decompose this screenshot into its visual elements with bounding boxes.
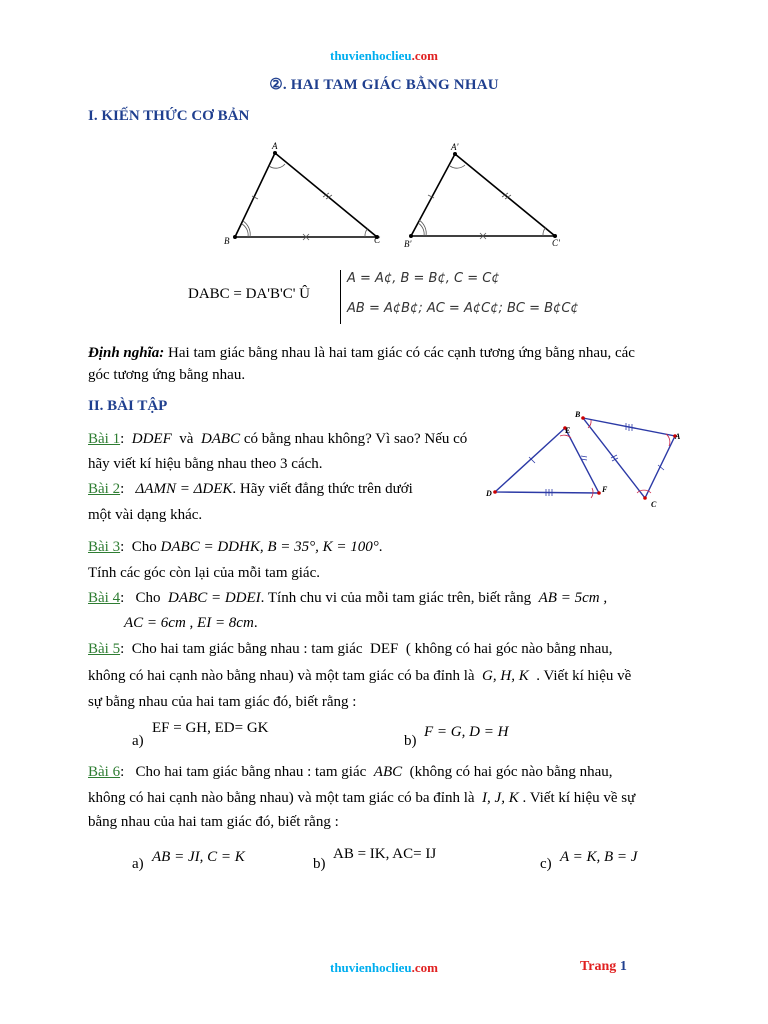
- exercise-triangles-figure: [485, 408, 685, 508]
- definition-label: Định nghĩa:: [88, 345, 165, 361]
- exercise-5-b-label: b): [404, 733, 417, 749]
- label-fig2-c: C: [651, 500, 657, 508]
- exercise-6-text-3: không có hai cạnh nào bằng nhau) và một tam giác có ba đỉnh là: [88, 790, 475, 806]
- exercise-6-c-text: A = K, B = J: [560, 849, 638, 865]
- exercise-6-line-2: [88, 786, 635, 810]
- definition-text-2: góc tương ứng bằng nhau.: [88, 367, 246, 383]
- exercise-5-b-text: F = G, D = H: [424, 724, 509, 740]
- header-site-name: thuvienhoclieu: [330, 48, 412, 63]
- page-number-label: Trang: [580, 959, 620, 974]
- exercise-5-line-2: [88, 664, 631, 688]
- exercise-1: Bài 1: DDEF và DABC có bằng nhau không? Vì sao? Nếu có: [88, 431, 468, 447]
- exercise-3-math-2: , B = 35°, K = 100°: [259, 539, 379, 555]
- section-heading-exercises: II. BÀI TẬP: [88, 398, 168, 414]
- exercise-4-line-2: [124, 611, 258, 635]
- exercise-6-label: Bài 6: [88, 764, 121, 780]
- exercise-5-text-5: sự bằng nhau của hai tam giác đó, biết rằng :: [88, 694, 357, 710]
- exercise-4-label: Bài 4: [88, 590, 121, 606]
- exercise-6-text-5: bằng nhau của hai tam giác đó, biết rằng :: [88, 814, 339, 830]
- label-fig2-b: B: [575, 410, 581, 419]
- label-a-prime: A': [451, 142, 459, 152]
- footer-site-name: thuvienhoclieu: [330, 960, 412, 975]
- label-fig2-f: F: [602, 485, 608, 494]
- triangle-a2b2c2: [411, 154, 555, 236]
- footer-site-domain: .com: [411, 960, 438, 975]
- exercise-3-label: Bài 3: [88, 539, 121, 555]
- exercise-3-math-1: DABC = DDHK: [160, 539, 260, 555]
- header-site: [0, 48, 768, 64]
- exercise-6-a-label: a): [132, 856, 144, 872]
- label-a: A: [272, 141, 278, 151]
- exercise-6-text-4: . Viết kí hiệu về sự: [522, 790, 636, 806]
- exercise-1-text-1: và: [179, 431, 194, 447]
- exercise-4-math-1: DABC = DDEI: [168, 590, 261, 606]
- angle-mark-b-prime: [418, 223, 424, 236]
- triangle-abc: [235, 153, 377, 237]
- exercise-5-text-2: ( không có hai góc nào bằng nhau,: [405, 641, 613, 657]
- exercise-5-a-text: EF = GH, ED= GK: [152, 720, 269, 736]
- exercise-1-text-3: hãy viết kí hiệu bằng nhau theo 3 cách.: [88, 456, 323, 472]
- congruence-formula-sides: AB = A¢B¢; AC = A¢C¢; BC = B¢C¢: [347, 301, 579, 316]
- angle-mark-a: [269, 164, 285, 168]
- label-b-prime: B': [404, 239, 412, 249]
- angle-mark-a2: [450, 165, 465, 168]
- exercise-2-label: Bài 2: [88, 481, 121, 497]
- label-fig2-d: D: [486, 489, 492, 498]
- exercise-6-a-text: AB = JI, C = K: [152, 849, 245, 865]
- label-b: B: [224, 236, 230, 246]
- exercise-3-text-2: .: [378, 539, 383, 555]
- exercise-6-b-text: AB = IK, AC= IJ: [333, 846, 437, 862]
- label-fig2-a: A: [675, 432, 681, 441]
- exercise-1-label: Bài 1: [88, 431, 121, 447]
- exercise-4-math-3: AC = 6cm , EI = 8cm: [124, 615, 254, 631]
- exercise-6-math-1: ABC: [373, 764, 403, 780]
- exercise-6-text-2: (không có hai góc nào bằng nhau,: [409, 764, 613, 780]
- exercise-6-c-label: c): [540, 856, 552, 872]
- exercise-4-text-3: .: [253, 615, 258, 631]
- exercise-1-math-1: DDEF: [131, 431, 172, 447]
- exercise-6-math-2: I, J, K: [482, 790, 519, 806]
- exercise-5-label: Bài 5: [88, 641, 121, 657]
- exercise-3-text-1: Cho: [131, 539, 157, 555]
- exercise-5-text-3: không có hai cạnh nào bằng nhau) và một tam giác có ba đỉnh là: [88, 668, 475, 684]
- exercise-6-text-1: Cho hai tam giác bằng nhau : tam giác: [135, 764, 367, 780]
- exercise-4-text-1: Cho: [135, 590, 161, 606]
- exercise-4-math-2: AB = 5cm ,: [538, 590, 608, 606]
- definition-text: Hai tam giác bằng nhau là hai tam giác có các cạnh tương ứng bằng nhau, các: [164, 345, 635, 361]
- exercise-5-math-2: G, H, K: [482, 668, 529, 684]
- footer-site: [0, 960, 768, 976]
- exercise-3: Bài 3: Cho DABC = DDHK, B = 35°, K = 100°.: [88, 539, 383, 555]
- exercise-6-b-label: b): [313, 856, 326, 872]
- label-c-prime: C': [552, 238, 560, 248]
- congruent-triangles-figure: [215, 140, 575, 252]
- exercise-5-a-label: a): [132, 733, 144, 749]
- exercise-5-text-4: . Viết kí hiệu về: [536, 668, 632, 684]
- angle-mark-b: [242, 224, 248, 237]
- exercise-2: Bài 2: ΔAMN = ΔDEK. Hãy viết đẳng thức trên dưới: [88, 481, 413, 497]
- header-site-domain: .com: [411, 48, 438, 63]
- label-fig2-e: E: [565, 426, 571, 435]
- exercise-5-math-1: DEF: [370, 641, 399, 657]
- page-number: [580, 959, 627, 975]
- definition-paragraph: [88, 341, 698, 365]
- section-heading-theory: I. KIẾN THỨC CƠ BẢN: [88, 108, 250, 124]
- exercise-4: Bài 4: Cho DABC = DDEI. Tính chu vi của mỗi tam giác trên, biết rằng AB = 5cm ,: [88, 590, 608, 606]
- exercise-2-text-2: một vài dạng khác.: [88, 507, 203, 523]
- exercise-3-text-3: Tính các góc còn lại của mỗi tam giác.: [88, 565, 320, 581]
- exercise-1-text-2: có bằng nhau không? Vì sao? Nếu có: [243, 431, 468, 447]
- triangle-def: [495, 428, 599, 493]
- page-title: ②. HAI TAM GIÁC BẰNG NHAU: [269, 77, 499, 93]
- exercise-5-text-1: Cho hai tam giác bằng nhau : tam giác: [131, 641, 363, 657]
- exercise-2-math: ΔAMN = ΔDEK: [135, 481, 233, 497]
- exercise-6: Bài 6: Cho hai tam giác bằng nhau : tam giác ABC (không có hai góc nào bằng nhau,: [88, 764, 613, 780]
- congruence-formula-lhs: DABC = DA'B'C' Û: [188, 286, 310, 302]
- exercise-5: Bài 5: Cho hai tam giác bằng nhau : tam giác DEF ( không có hai góc nào bằng nhau,: [88, 641, 613, 657]
- congruence-formula-angles: A = A¢, B = B¢, C = C¢: [347, 271, 500, 286]
- exercise-4-text-2: . Tính chu vi của mỗi tam giác trên, biết rằng: [260, 590, 532, 606]
- page-number-value: 1: [619, 959, 627, 974]
- exercise-1-math-2: DABC: [200, 431, 241, 447]
- label-c: C: [374, 235, 381, 245]
- exercise-2-text-1: . Hãy viết đẳng thức trên dưới: [232, 481, 413, 497]
